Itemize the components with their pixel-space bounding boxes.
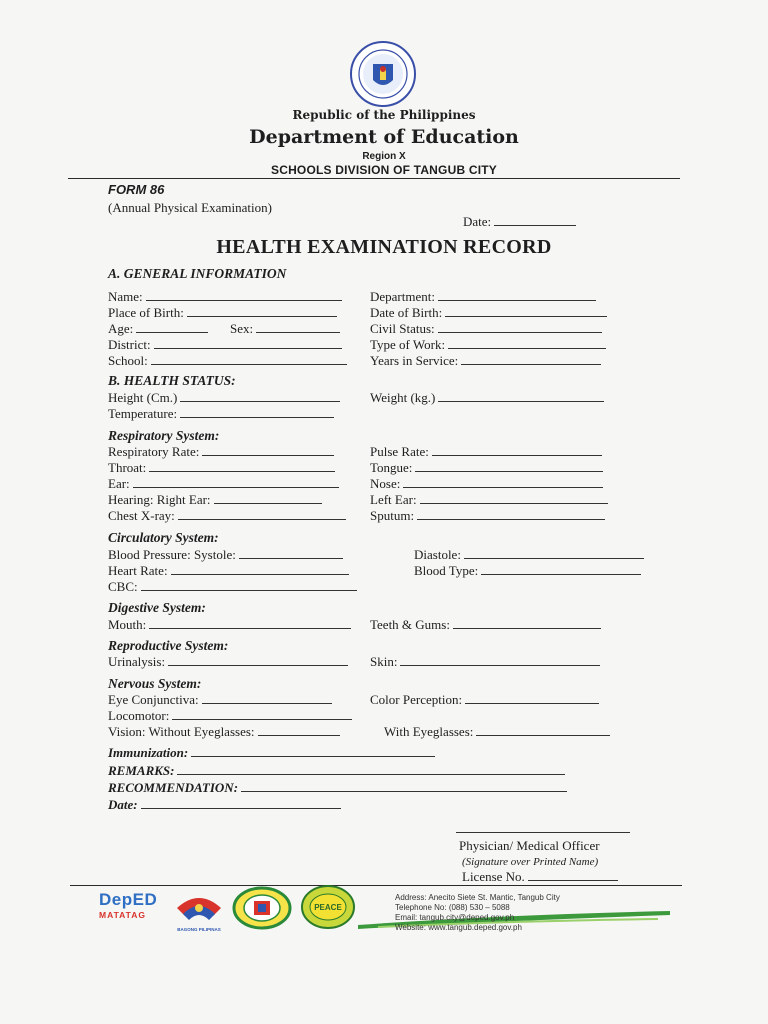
section-respiratory-system: Respiratory System: [108,428,220,443]
field-with-eyeglasses[interactable] [384,724,610,740]
field-recommendation[interactable] [108,780,567,796]
field-blood-type[interactable] [414,563,641,579]
field-label: Place of Birth: [108,305,184,320]
field-label: District: [108,337,151,352]
deped-matatag-logo [99,890,157,920]
header-division: SCHOOLS DIVISION OF TANGUB CITY [271,163,497,177]
date-label: Date: [463,214,492,229]
tangub-city-seal [232,886,292,930]
field-label: Respiratory Rate: [108,444,200,459]
field-label: REMARKS: [108,763,175,778]
peace-text: PEACE [314,903,342,912]
field-label: Type of Work: [370,337,446,352]
section-digestive-system: Digestive System: [108,600,206,615]
field-label: Chest X-ray: [108,508,175,523]
field-label: Date: [108,797,138,812]
field-ear[interactable] [108,476,339,492]
header-region: Region X [362,151,406,162]
field-mouth[interactable] [108,617,351,633]
field-label: Throat: [108,460,147,475]
section-circulatory-system: Circulatory System: [108,530,219,545]
section-general-information: A. GENERAL INFORMATION [108,266,287,281]
field-label: Pulse Rate: [370,444,429,459]
field-type-of-work[interactable] [370,337,606,353]
signature-caption: (Signature over Printed Name) [462,856,599,868]
form-date-field[interactable] [463,214,576,230]
field-label: Weight (kg.) [370,390,436,405]
field-label: Sex: [230,321,254,336]
field-label: Blood Pressure: Systole: [108,547,236,562]
field-school[interactable] [108,353,347,369]
field-respiratory-rate[interactable] [108,444,334,460]
field-teeth-gums[interactable] [370,617,601,633]
section-nervous-system: Nervous System: [108,676,202,691]
field-label: Height (Cm.) [108,390,178,405]
field-weight[interactable] [370,390,604,406]
field-label: Vision: Without Eyeglasses: [108,724,255,739]
field-label: Blood Type: [414,563,479,578]
field-label: Heart Rate: [108,563,168,578]
field-immunization[interactable] [108,745,435,761]
matatag-logo-text: MATATAG [99,910,146,920]
header-republic: Republic of the Philippines [292,108,476,122]
header-department: Department of Education [249,126,519,148]
field-label: Mouth: [108,617,147,632]
field-cbc[interactable] [108,579,357,595]
field-color-perception[interactable] [370,692,599,708]
field-label: Hearing: Right Ear: [108,492,211,507]
field-height[interactable] [108,390,340,406]
field-label: Civil Status: [370,321,435,336]
field-label: License No. [462,869,525,884]
field-label: School: [108,353,148,368]
footer-email[interactable]: Email: tangub.city@deped.gov.ph [395,913,515,922]
field-district[interactable] [108,337,342,353]
field-label: Urinalysis: [108,654,166,669]
field-bp-systole[interactable] [108,547,343,563]
field-label: Color Perception: [370,692,463,707]
footer-website[interactable]: Website: www.tangub.deped.gov.ph [395,923,522,932]
deped-seal-logo [349,40,417,108]
field-label: Ear: [108,476,130,491]
field-sputum[interactable] [370,508,605,524]
field-label: Department: [370,289,435,304]
field-date[interactable] [108,797,341,813]
deped-logo-text: DepED [99,890,158,909]
field-pulse-rate[interactable] [370,444,602,460]
field-left-ear[interactable] [370,492,608,508]
footer-address: Address: Anecito Siete St. Mantic, Tangub City [395,893,560,902]
field-nose[interactable] [370,476,603,492]
field-label: Years in Service: [370,353,459,368]
field-label: Temperature: [108,406,178,421]
field-temperature[interactable] [108,406,334,422]
field-tongue[interactable] [370,460,603,476]
field-remarks[interactable] [108,763,565,779]
field-label: With Eyeglasses: [384,724,474,739]
field-skin[interactable] [370,654,600,670]
section-reproductive-system: Reproductive System: [108,638,229,653]
field-label: Date of Birth: [370,305,443,320]
footer-telephone: Telephone No: (088) 530 – 5088 [395,903,510,912]
field-diastole[interactable] [414,547,644,563]
footer-divider [70,885,682,886]
field-hearing-right-ear[interactable] [108,492,322,508]
signature-line[interactable] [456,832,630,833]
section-health-status: B. HEALTH STATUS: [108,373,236,388]
field-locomotor[interactable] [108,708,352,724]
field-years-in-service[interactable] [370,353,601,369]
field-label: RECOMMENDATION: [108,780,239,795]
field-label: Sputum: [370,508,415,523]
form-title: HEALTH EXAMINATION RECORD [216,236,552,258]
field-license-no[interactable] [462,869,618,885]
field-civil-status[interactable] [370,321,602,337]
field-label: Left Ear: [370,492,417,507]
bagong-pilipinas-text: BAGONG PILIPINAS [177,927,221,932]
form-subtitle: (Annual Physical Examination) [108,200,272,215]
field-label: Locomotor: [108,708,170,723]
field-label: Tongue: [370,460,413,475]
field-throat[interactable] [108,460,335,476]
field-label: Nose: [370,476,401,491]
field-label: Teeth & Gums: [370,617,450,632]
field-label: Skin: [370,654,398,669]
field-label: Eye Conjunctiva: [108,692,199,707]
field-place-of-birth[interactable] [108,305,337,321]
field-urinalysis[interactable] [108,654,348,670]
field-label: Name: [108,289,143,304]
field-heart-rate[interactable] [108,563,349,579]
field-sex[interactable] [230,321,340,337]
field-name[interactable] [108,289,342,305]
header-divider [68,178,680,179]
bagong-pilipinas-logo [173,890,225,930]
field-date-of-birth[interactable] [370,305,607,321]
peace-seal [300,884,356,930]
field-label: Immunization: [108,745,189,760]
field-chest-xray[interactable] [108,508,346,524]
field-department[interactable] [370,289,596,305]
field-age[interactable] [108,321,208,337]
field-label: Age: [108,321,134,336]
field-label: Diastole: [414,547,461,562]
field-eye-conjunctiva[interactable] [108,692,332,708]
field-vision-without-eyeglasses[interactable] [108,724,340,740]
form-number: FORM 86 [108,182,165,197]
bagong-pilipinas-emblem [173,890,225,922]
physician-label: Physician/ Medical Officer [459,838,600,853]
field-label: CBC: [108,579,138,594]
